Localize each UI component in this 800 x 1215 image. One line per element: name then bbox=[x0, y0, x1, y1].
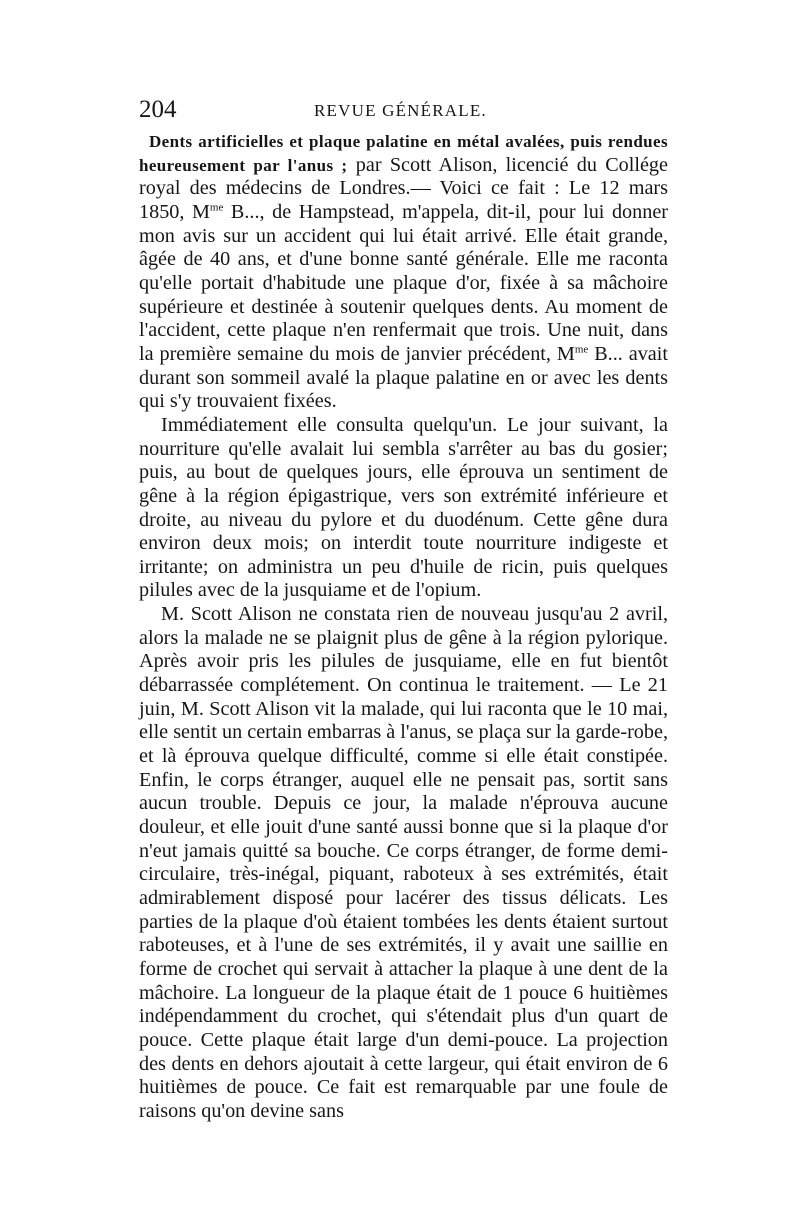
page bbox=[139, 96, 668, 1124]
superscript-me-2: me bbox=[574, 343, 589, 356]
running-title: REVUE GÉNÉRALE. bbox=[314, 101, 487, 120]
article-title: Dents artificielles et plaque palatine en métal avalées, puis rendues heureusement par l'anus ; bbox=[139, 132, 668, 175]
paragraph-1-intro: par Scott Alison, licencié du Collége royal des médecins de Londres.— Voici ce fait : Le 12 mars 1850, M bbox=[139, 153, 668, 223]
paragraph-1-end: B... avait durant son sommeil avalé la plaque palatine en or avec les dents qui s'y trouvaient fixées. bbox=[139, 342, 668, 413]
running-head bbox=[139, 96, 668, 130]
superscript-me: me bbox=[209, 201, 224, 214]
paragraph-1-continued: B..., de Hampstead, m'appela, dit-il, pour lui donner mon avis sur un accident qui lui était arrivé. Elle était grande, âgée de 40 ans, et d'une bonne santé générale. Elle me raconta qu'elle portait d'habitude une plaque d'or, fixée à sa mâchoire supérieure et destinée à soutenir quelques dents. Au moment de l'accident, cette plaque n'en renfermait que trois. Une nuit, dans la première semaine du mois de janvier précédent, M bbox=[139, 200, 668, 365]
article-body bbox=[139, 130, 668, 1124]
paragraph-1 bbox=[139, 130, 668, 414]
paragraph-2: Immédiatement elle consulta quelqu'un. Le jour suivant, la nourriture qu'elle avalait lui sembla s'arrêter au bas du gosier; puis, au bout de quelques jours, elle éprouva un sentiment de gêne à la région épigastrique, vers son extrémité inférieure et droite, au niveau du pylore et du duodénum. Cette gêne dura environ deux mois; on interdit toute nourriture indigeste et irritante; on administra un peu d'huile de ricin, puis quelques pilules avec de la jusquiame et de l'opium. bbox=[139, 413, 668, 602]
page-number: 204 bbox=[139, 96, 177, 123]
paragraph-3: M. Scott Alison ne constata rien de nouveau jusqu'au 2 avril, alors la malade ne se plaignit plus de gêne à la région pylorique. Après avoir pris les pilules de jusquiame, elle en fut bientôt débarrassée complétement. On continua le traitement. — Le 21 juin, M. Scott Alison vit la malade, qui lui raconta que le 10 mai, elle sentit un certain embarras à l'anus, se plaça sur la garde-robe, et là éprouva quelque difficulté, comme si elle était constipée. Enfin, le corps étranger, auquel elle ne pensait pas, sortit sans aucun trouble. Depuis ce jour, la malade n'éprouva aucune douleur, et elle jouit d'une santé aussi bonne que si la plaque d'or n'eut jamais quitté sa bouche. Ce corps étranger, de forme demi-circulaire, très-inégal, piquant, raboteux à ses extrémités, était admirablement disposé pour lacérer des tissus délicats. Les parties de la plaque d'où étaient tombées les dents étaient surtout raboteuses, et à l'une de ses extrémités, il y avait une saillie en forme de crochet qui servait à attacher la plaque à une dent de la mâchoire. La longueur de la plaque était de 1 pouce 6 huitièmes indépendamment du crochet, qui s'étendait plus d'un quart de pouce. Cette plaque était large d'un demi-pouce. La projection des dents en dehors ajoutait à cette largeur, qui était environ de 6 huitièmes de pouce. Ce fait est remarquable par une foule de raisons qu'on devine sans bbox=[139, 603, 668, 1122]
